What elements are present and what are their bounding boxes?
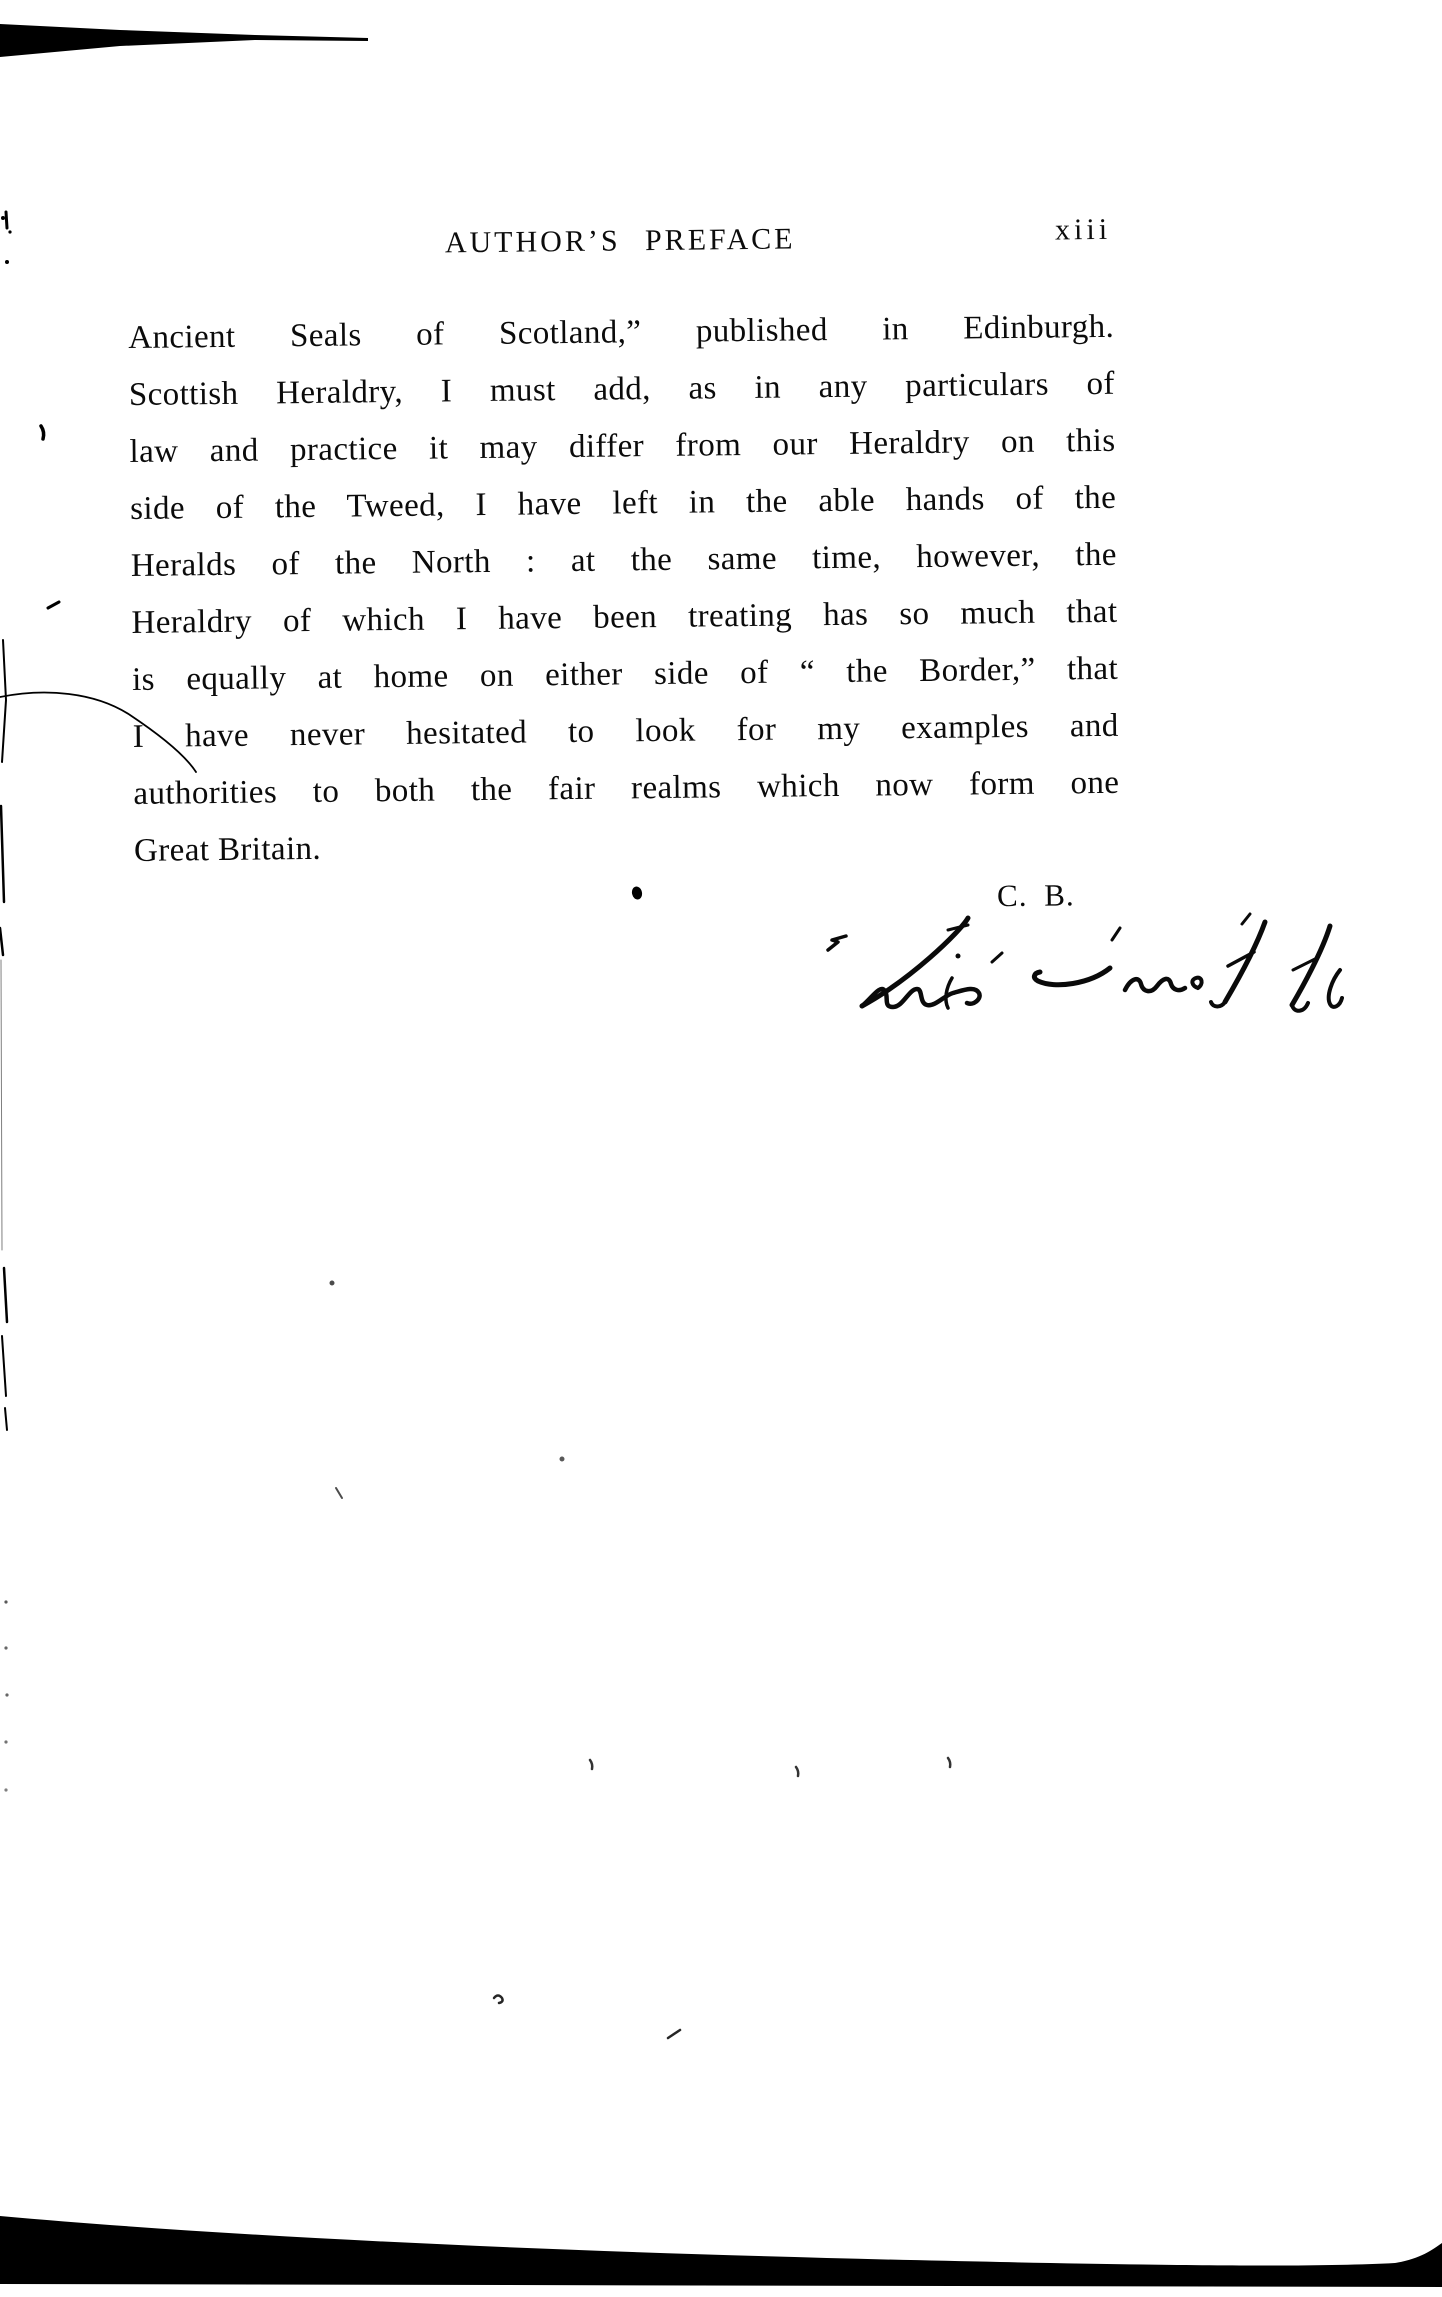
page-header bbox=[127, 212, 1113, 266]
paragraph-line: I have never hesitated to look for my examples and bbox=[132, 707, 1119, 755]
paragraph-line: Scottish Heraldry, I must add, as in any particulars of bbox=[128, 365, 1116, 413]
handwritten-signature bbox=[810, 910, 1358, 1022]
top-edge-ink-wedge bbox=[0, 24, 368, 57]
paragraph-line: Heraldry of which I have been treating has so much that bbox=[131, 593, 1118, 641]
paragraph-line: Great Britain. bbox=[133, 830, 322, 869]
paragraph-line: Heralds of the North : at the same time, however, the bbox=[130, 536, 1117, 584]
author-initials: C. B. bbox=[996, 877, 1075, 914]
page-speckles bbox=[330, 886, 950, 2038]
paragraph-line: side of the Tweed, I have left in the able hands of the bbox=[129, 479, 1117, 527]
paragraph-line: law and practice it may differ from our Heraldry on this bbox=[129, 422, 1116, 470]
preface-paragraph bbox=[128, 299, 1120, 880]
paragraph-line: Ancient Seals of Scotland,” published in Edinburgh. bbox=[128, 308, 1115, 356]
bottom-edge-ink-wedge bbox=[0, 2216, 1442, 2287]
paragraph-line: is equally at home on either side of “ the Border,” that bbox=[131, 650, 1119, 698]
running-title: AUTHOR’S PREFACE bbox=[444, 222, 796, 260]
printed-content bbox=[127, 212, 1121, 926]
paragraph-line: authorities to both the fair realms which now form one bbox=[133, 764, 1120, 812]
page-number: xiii bbox=[1054, 212, 1112, 247]
